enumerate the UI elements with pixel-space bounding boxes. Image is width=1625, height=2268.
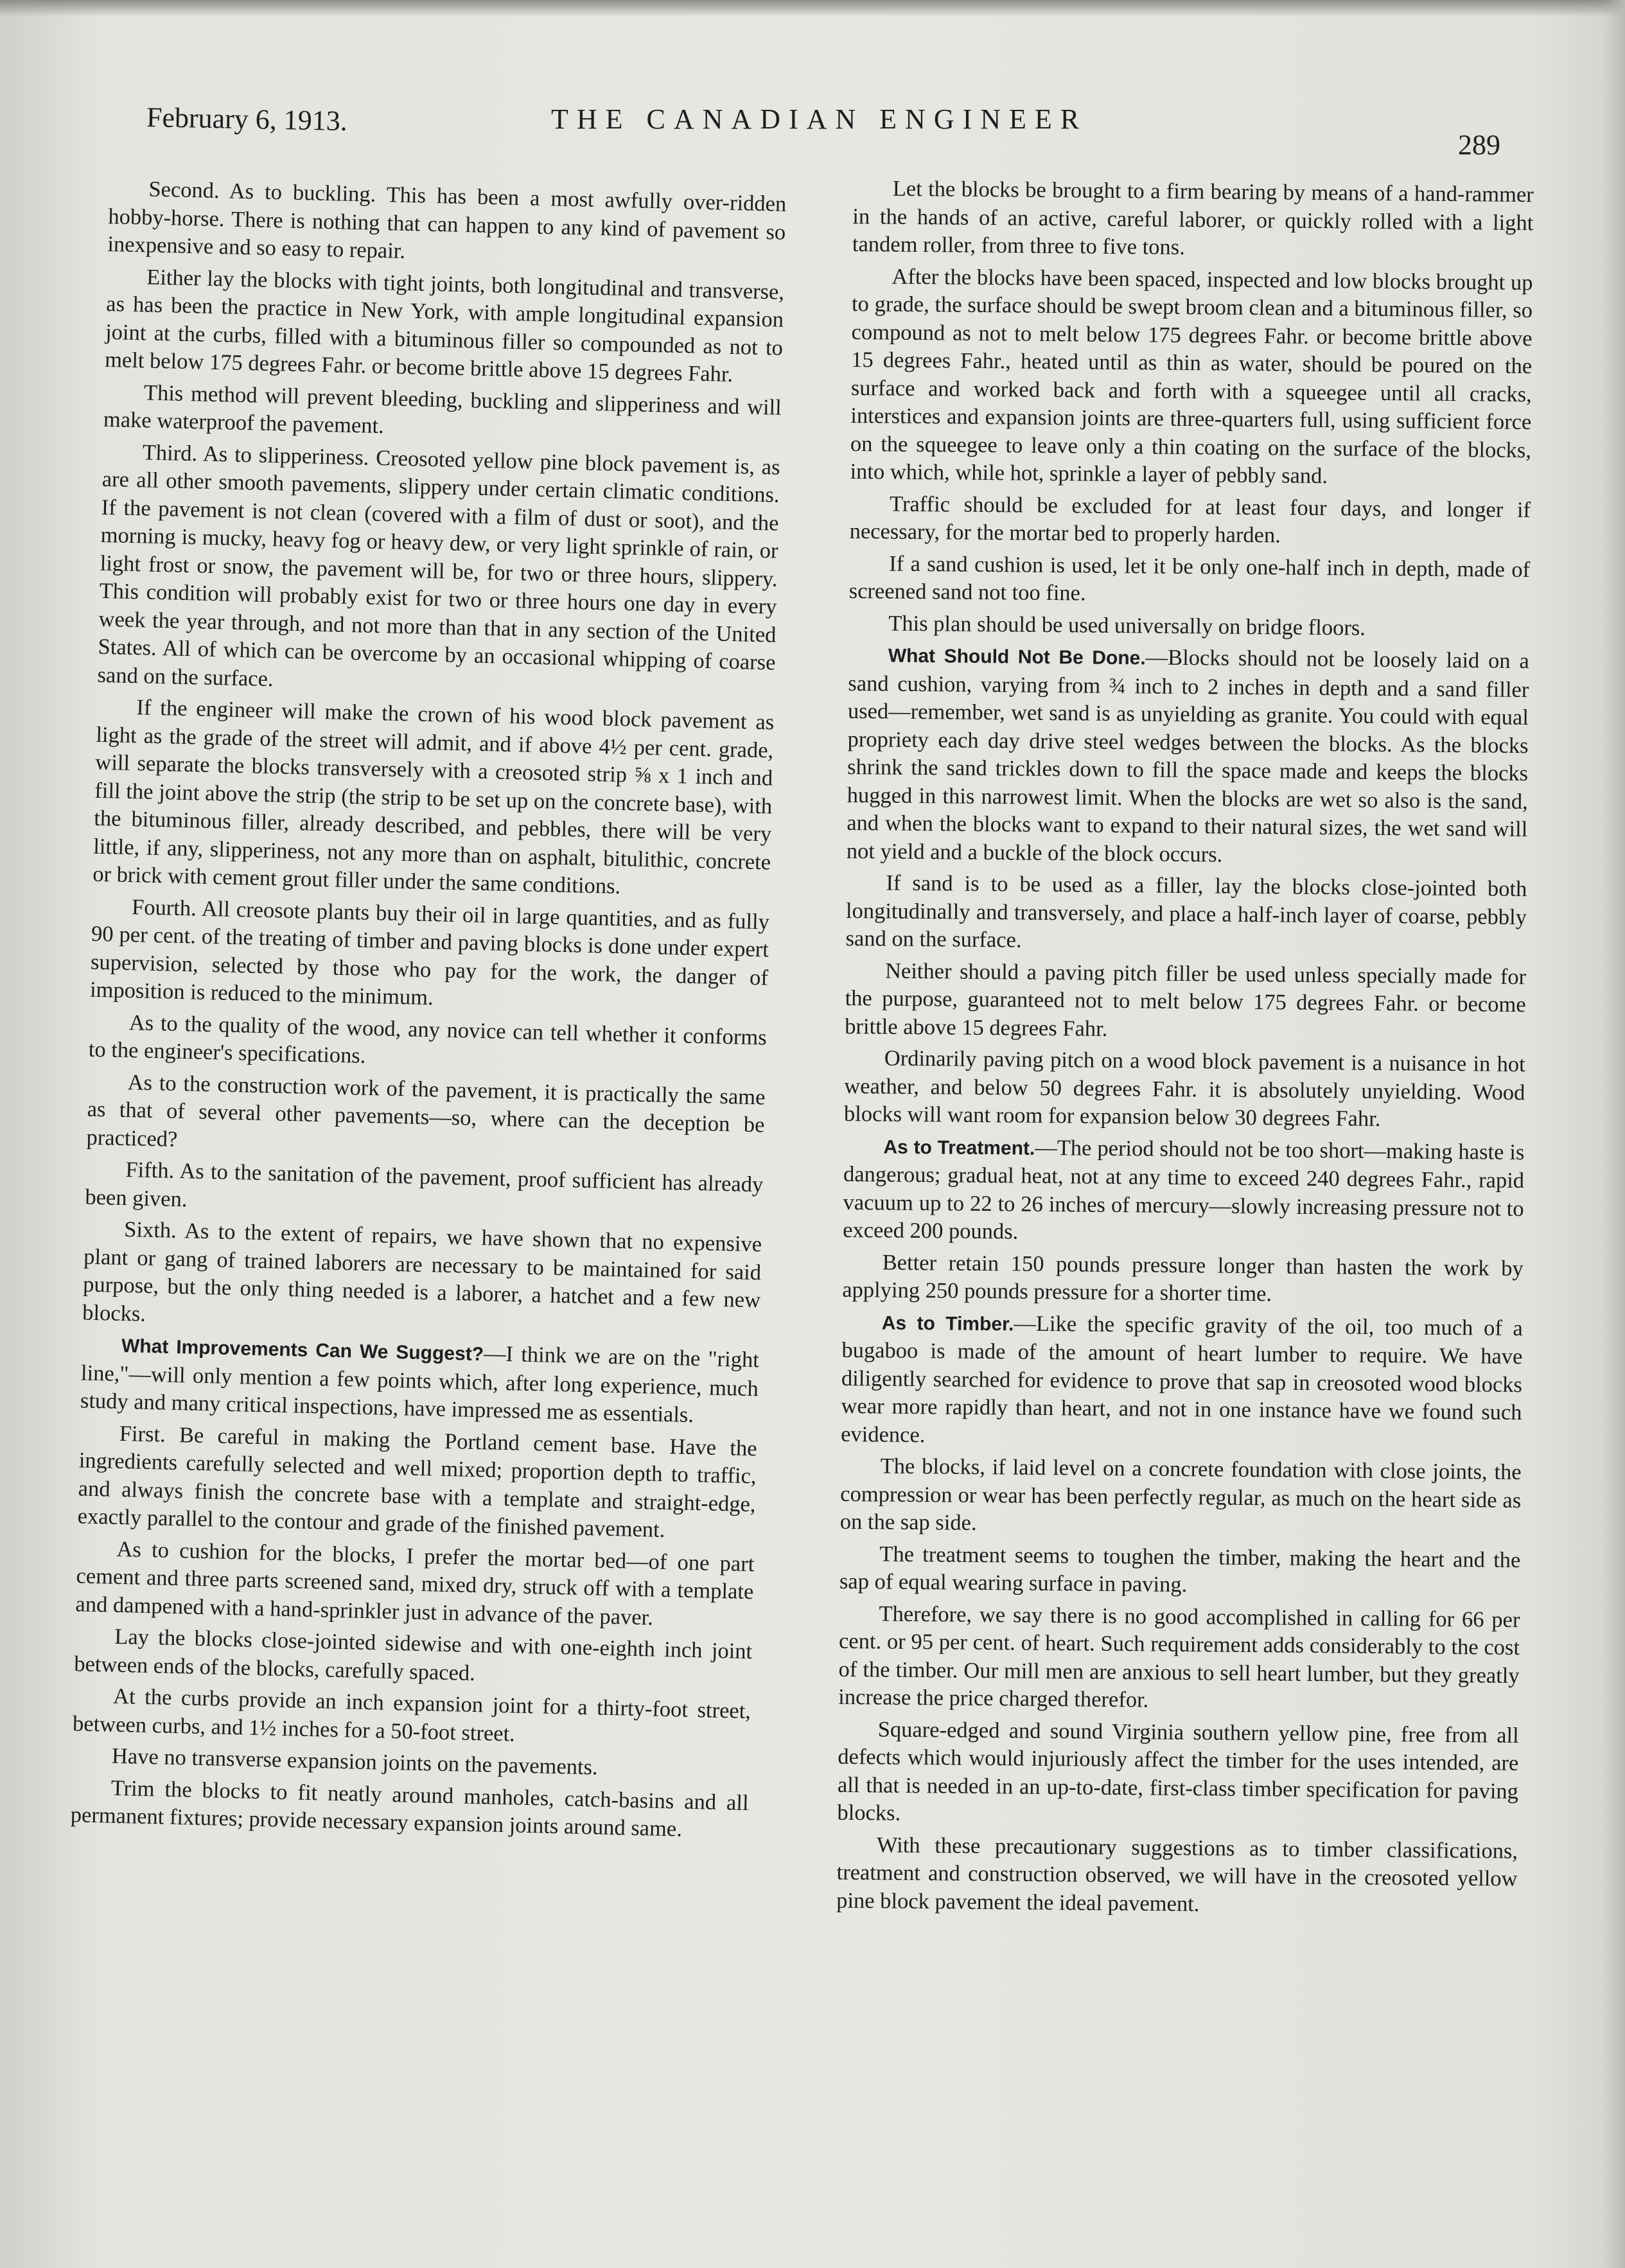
paragraph	[92, 693, 775, 904]
paragraph-text: This plan should be used universally on bridge floors.	[888, 611, 1366, 640]
paragraph-text: Second. As to buckling. This has been a most awfully over-ridden hobby-horse. There is nothing that can happen to any kind of pavement so inexpensive and so easy to repair.	[107, 177, 787, 263]
paragraph	[74, 1622, 753, 1694]
scan-right-edge	[1603, 0, 1625, 2268]
paragraph-text: Lay the blocks close-jointed sidewise and with one-eighth inch joint between ends of the blocks, carefully spaced.	[73, 1624, 753, 1685]
paragraph	[103, 378, 782, 450]
paragraph-text: With these precautionary suggestions as to timber classifications, treatment and construction observed, we will have in the creosoted yellow pine block pavement the ideal pavement.	[836, 1832, 1518, 1916]
paragraph	[86, 1068, 766, 1167]
paragraph	[847, 641, 1529, 872]
paragraph	[837, 1715, 1519, 1833]
paragraph	[841, 1308, 1523, 1455]
paragraph	[843, 1132, 1525, 1251]
paragraph	[849, 549, 1531, 611]
paragraph	[849, 489, 1531, 552]
paragraph-text: First. Be careful in making the Portland cement base. Have the ingredients carefully selected and well mixed; proportion depth to traffic, and always finish the concrete base with a template and straight-edge, exactly parallel to the contour and grade of the finished pavement.	[77, 1421, 758, 1542]
paragraph-text: —Blocks should not be loosely laid on a sand cushion, varying from ¾ inch to 2 inches in depth and a sand filler used—remember, wet sand is as unyielding as granite. You could with equal propriety each day drive steel wedges between the blocks. As the blocks shrink the sand trickles down to fill the space made and keeps the blocks hugged in this narrowest limit. When the blocks are wet so also is the sand, and when the blocks want to expand to their natural sizes, the wet sand will not yield and a buckle of the block occurs.	[846, 645, 1529, 867]
scan-top-shadow	[0, 0, 1625, 17]
paragraph-text: Let the blocks be brought to a firm bearing by means of a hand-rammer in the hands of an active, careful laborer, or quickly rolled with a light tandem roller, from three to five tons.	[852, 176, 1534, 259]
paragraph-text: The blocks, if laid level on a concrete foundation with close joints, the compression or wear has been perfectly regular, as much on the heart side as on the sap side.	[839, 1454, 1522, 1535]
paragraph	[850, 262, 1533, 492]
paragraph-text: Square-edged and sound Virginia southern yellow pine, free from all defects which would injuriously affect the timber for the uses intended, are all that is needed in an up-to-date, first-class timber specification for paving blocks.	[837, 1716, 1519, 1825]
paragraph-text: Third. As to slipperiness. Creosoted yellow pine block pavement is, as are all other smooth pavements, slippery under certain climatic conditions. If the pavement is not clean (covered with a film of dust or soot), and the morning is mucky, heavy fog or heavy dew, or very light sprinkle of rain, or light frost or snow, the pavement will be, for two or three hours, slippery. This condition will probably exist for two or three hours one day in every week the year through, and not more than that in any section of the United States. All of which can be overcome by an occasional whipping of coarse sand on the surface.	[97, 439, 781, 691]
paragraph-text: Fourth. All creosote plants buy their oil in large quantities, and as fully 90 per cent. of the treating of timber and paving blocks is done under expert supervision, selected by those who pay for the work, the danger of imposition is reduced to the minimum.	[89, 894, 770, 1010]
paragraph-text: After the blocks have been spaced, inspected and low blocks brought up to grade, the surface should be swept broom clean and a bituminous filler, so compound as not to melt below 175 degrees Fahr. or become brittle above 15 degrees Fahr., heated until as thin as water, should be poured on the surface and worked back and forth with a squeegee until all cracks, interstices and expansion joints are three-quarters full, using sufficient force on the squeegee to leave only a thin coating on the surface of the blocks, into which, while hot, sprinkle a layer of pebbly sand.	[850, 264, 1533, 489]
paragraph	[105, 262, 785, 390]
run-in-heading: What Should Not Be Done.	[888, 645, 1146, 669]
run-in-heading: As to Treatment.	[883, 1136, 1035, 1159]
paragraph	[85, 1156, 764, 1227]
paragraph-text: Sixth. As to the extent of repairs, we have shown that no expensive plant or gang of trained laborers are necessary to be maintained for said purpose, but the only thing needed is a laborer, a hatchet and a few new blocks.	[82, 1217, 762, 1326]
paragraph-text: Have no transverse expansion joints on the pavements.	[111, 1743, 599, 1780]
paragraph	[845, 956, 1526, 1047]
paragraph-text: Fifth. As to the sanitation of the pavement, proof sufficient has already been given.	[85, 1157, 764, 1211]
paragraph	[848, 609, 1529, 644]
paragraph-text: Traffic should be excluded for at least four days, and longer if necessary, for the mortar bed to properly harden.	[849, 491, 1531, 548]
run-in-heading: As to Timber.	[881, 1312, 1014, 1335]
paragraph	[88, 1008, 767, 1080]
paragraph-text: If the engineer will make the crown of his wood block pavement as light as the grade of the street will admit, and if above 4½ per cent. grade, will separate the blocks transversely with a creosoted strip ⅝ x 1 inch and fill the joint above the strip (the strip to be set up on the concrete base), with the bituminous filler, already described, and pebbles, there will be very little, if any, slipperiness, not any more than on asphalt, bitulithic, concrete or brick with cement grout filler under the same conditions.	[92, 695, 775, 899]
paragraph-text: This method will prevent bleeding, buckling and slipperiness and will make waterproof the pavement.	[103, 380, 782, 439]
paragraph	[107, 175, 787, 274]
header-title: THE CANADIAN ENGINEER	[551, 103, 1088, 135]
left-column	[70, 175, 787, 1849]
paragraph	[852, 175, 1534, 265]
paragraph	[80, 1331, 759, 1431]
header-page-number: 289	[1458, 129, 1500, 161]
paragraph-text: If a sand cushion is used, let it be only one-half inch in depth, made of screened sand not too fine.	[848, 551, 1531, 606]
paragraph-text: —The period should not be too short—making haste is dangerous; gradual heat, not at any time to exceed 240 degrees Fahr., rapid vacuum up to 22 to 26 inches of mercury—slowly increasing pressure not to exceed 200 pounds.	[843, 1135, 1525, 1244]
paragraph-text: Therefore, we say there is no good accomplished in calling for 66 per cent. or 95 per cent. of heart. Such requirement adds considerably to the cost of the timber. Our mill men are anxious to sell heart lumber, but they greatly increase the price charged therefor.	[838, 1601, 1520, 1712]
right-column	[836, 175, 1534, 1925]
paragraph	[844, 1044, 1525, 1135]
paragraph	[840, 1452, 1522, 1543]
paragraph-text: As to the construction work of the pavement, it is practically the same as that of several other pavements—so, where can the deception be practiced?	[86, 1069, 766, 1152]
header-date: February 6, 1913.	[146, 101, 348, 137]
run-in-heading: What Improvements Can We Suggest?	[121, 1335, 484, 1366]
paragraph	[845, 869, 1527, 960]
paragraph	[836, 1831, 1518, 1921]
paragraph	[70, 1773, 749, 1845]
paragraph-text: —Like the specific gravity of the oil, too much of a bugaboo is made of the amount of heart lumber to require. We have diligently searched for evidence to prove that sap in creosoted wood blocks wear more rapidly than heart, and not in one instance have we found such evidence.	[840, 1310, 1523, 1447]
paragraph	[97, 437, 780, 705]
paragraph-text: The treatment seems to toughen the timber, making the heart and the sap of equal wearing surface in paving.	[839, 1541, 1521, 1597]
paragraph-text: As to cushion for the blocks, I prefer the mortar bed—of one part cement and three parts screened sand, mixed dry, struck off with a template and dampened with a hand-sprinkler just in advance of the paver.	[75, 1536, 755, 1630]
paragraph	[838, 1599, 1520, 1718]
paragraph	[77, 1419, 757, 1547]
paragraph-text: Trim the blocks to fit neatly around manholes, catch-basins and all permanent fixtures; provide necessary expansion joints around same.	[70, 1775, 750, 1842]
paragraph	[82, 1215, 762, 1343]
paragraph	[839, 1540, 1521, 1602]
paragraph-text: —I think we are on the "right line,"—will only mention a few points which, after long experience, much study and many critical inspections, have impressed me as essentials.	[80, 1341, 760, 1427]
paragraph-text: Better retain 150 pounds pressure longer than hasten the work by applying 250 pounds pressure for a shorter time.	[842, 1250, 1524, 1306]
paragraph	[73, 1682, 751, 1754]
paragraph-text: Ordinarily paving pitch on a wood block pavement is a nuisance in hot weather, and below 50 degrees Fahr. it is absolutely unyielding. Wood blocks will want room for expansion below 30 degrees Fahr.	[843, 1046, 1525, 1131]
paragraph-text: Neither should a paving pitch filler be used unless specially made for the purpose, guaranteed not to melt below 175 degrees Fahr. or become brittle above 15 degrees Fahr.	[845, 958, 1527, 1041]
paragraph-text: Either lay the blocks with tight joints, both longitudinal and transverse, as has been the practice in New York, with ample longitudinal expansion joint at the curbs, filled with a bituminous filler so compounded as not to melt below 175 degrees Fahr. or become brittle above 15 degrees Fahr.	[104, 264, 785, 387]
paragraph	[90, 892, 770, 1020]
paragraph-text: If sand is to be used as a filler, lay the blocks close-jointed both longitudinally and transversely, and place a half-inch layer of coarse, pebbly sand on the surface.	[845, 870, 1527, 953]
paragraph-text: As to the quality of the wood, any novice can tell whether it conforms to the engineer's specifications.	[88, 1010, 768, 1068]
paragraph-text: At the curbs provide an inch expansion joint for a thirty-foot street, between curbs, and 1½ inches for a 50-foot street.	[72, 1683, 751, 1746]
paragraph	[75, 1534, 755, 1634]
paragraph	[842, 1248, 1524, 1310]
